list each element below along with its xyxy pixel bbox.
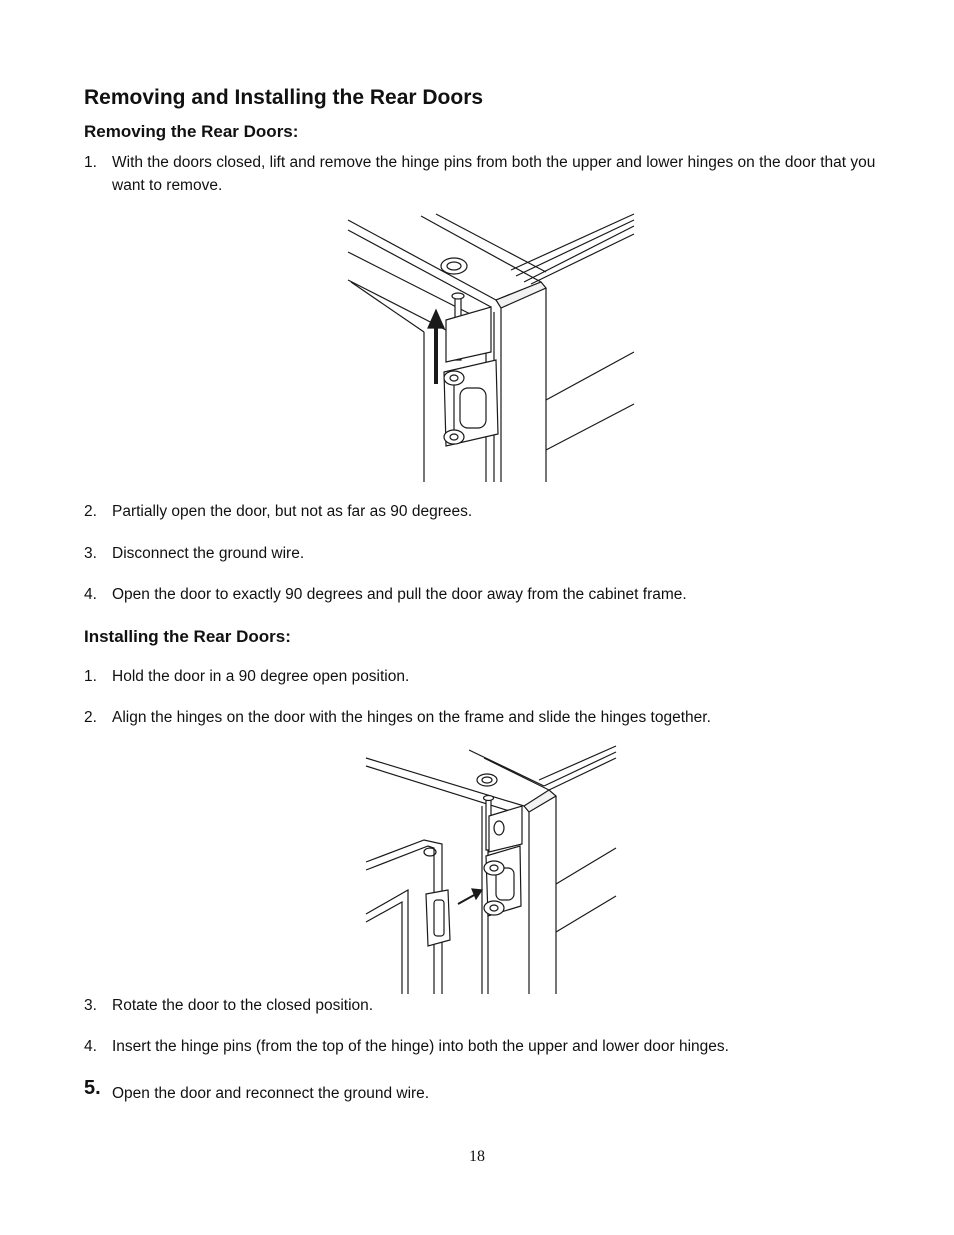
- step-text: Insert the hinge pins (from the top of the hinge) into both the upper and lower door hinges.: [112, 1038, 729, 1055]
- step-text: Open the door to exactly 90 degrees and pull the door away from the cabinet frame.: [112, 586, 687, 603]
- page-number: 18: [469, 1148, 485, 1165]
- step-number: 1.: [84, 154, 97, 171]
- step-text: With the doors closed, lift and remove the hinge pins from both the upper and lower hinges on the door that you want to remove.: [112, 154, 876, 194]
- hinge-pin-removal-illustration: [346, 212, 636, 482]
- step-number: 2.: [84, 503, 97, 520]
- page-title: Removing and Installing the Rear Doors: [84, 86, 484, 109]
- step-number: 1.: [84, 668, 97, 685]
- step-text: Align the hinges on the door with the hinges on the frame and slide the hinges together.: [112, 709, 711, 726]
- step-number: 3.: [84, 997, 97, 1014]
- hinge-alignment-illustration: [364, 744, 618, 994]
- section-heading-installing: Installing the Rear Doors:: [84, 627, 291, 646]
- step-text: Open the door and reconnect the ground wire.: [112, 1085, 430, 1102]
- step-number: 3.: [84, 545, 97, 562]
- step-number: 4.: [84, 586, 97, 603]
- step-text: Disconnect the ground wire.: [112, 545, 305, 562]
- step-text: Partially open the door, but not as far as 90 degrees.: [112, 503, 473, 520]
- step-text: Rotate the door to the closed position.: [112, 997, 374, 1014]
- step-number: 4.: [84, 1038, 97, 1055]
- step-number: 2.: [84, 709, 97, 726]
- step-number: 5.: [84, 1077, 101, 1099]
- section-heading-removing: Removing the Rear Doors:: [84, 122, 299, 141]
- step-text: Hold the door in a 90 degree open position.: [112, 668, 410, 685]
